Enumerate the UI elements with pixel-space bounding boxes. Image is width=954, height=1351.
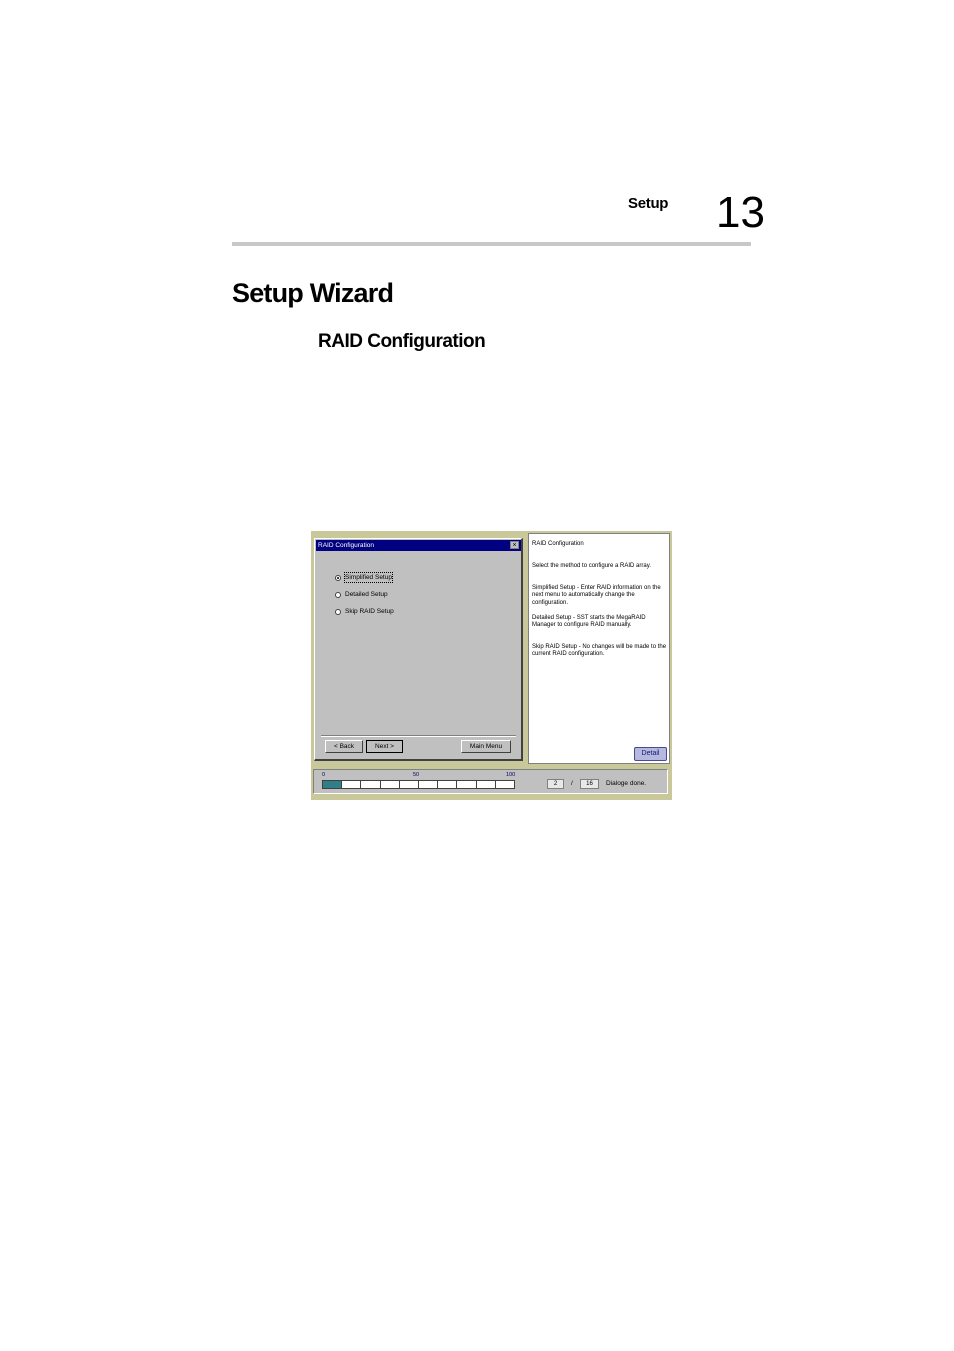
option-label: Detailed Setup xyxy=(345,591,388,598)
help-paragraph: Detailed Setup - SST starts the MegaRAID Manager to configure RAID manually. xyxy=(532,615,646,629)
setup-screenshot xyxy=(311,531,672,800)
back-button[interactable]: < Back xyxy=(325,740,363,753)
progress-segment xyxy=(399,780,419,789)
progress-segment xyxy=(476,780,496,789)
total-steps: 16 xyxy=(580,779,599,789)
radio-checked-icon[interactable] xyxy=(335,575,341,581)
status-text: Dialoge done. xyxy=(606,780,647,787)
radio-unchecked-icon[interactable] xyxy=(335,592,341,598)
chapter-number: 13 xyxy=(716,188,765,237)
section-title: Setup Wizard xyxy=(232,278,394,308)
progress-segment xyxy=(495,780,515,789)
radio-unchecked-icon[interactable] xyxy=(335,609,341,615)
help-title: RAID Configuration xyxy=(532,541,584,547)
next-button[interactable]: Next > xyxy=(366,740,403,753)
progress-segment xyxy=(456,780,476,789)
step-separator: / xyxy=(571,780,573,787)
option-skip-raid-setup[interactable] xyxy=(335,607,394,616)
dialog-title: RAID Configuration xyxy=(318,542,374,549)
tick-label-0: 0 xyxy=(322,772,326,778)
progress-segment xyxy=(322,780,342,789)
tick-label-50: 50 xyxy=(413,772,420,778)
header-rule xyxy=(232,242,751,246)
help-paragraph: Select the method to configure a RAID array. xyxy=(532,563,651,569)
option-label: Skip RAID Setup xyxy=(345,608,394,615)
dialog-titlebar xyxy=(316,540,521,551)
help-paragraph: Skip RAID Setup - No changes will be made to the current RAID configuration. xyxy=(532,644,667,658)
subsection-title: RAID Configuration xyxy=(318,331,486,352)
progress-bar xyxy=(322,780,514,789)
main-menu-button[interactable]: Main Menu xyxy=(461,740,511,753)
help-panel xyxy=(528,533,670,764)
detail-button[interactable]: Detail xyxy=(634,747,667,761)
option-label: Simplified Setup xyxy=(345,574,392,581)
progress-segment xyxy=(341,780,361,789)
option-simplified-setup[interactable] xyxy=(335,573,392,582)
dialog-separator xyxy=(321,735,516,737)
progress-area xyxy=(313,769,668,794)
progress-segment xyxy=(418,780,438,789)
help-paragraph: Simplified Setup - Enter RAID information on the next menu to automatically change the configuration. xyxy=(532,585,661,606)
progress-segment xyxy=(380,780,400,789)
current-step: 2 xyxy=(547,779,564,789)
progress-segment xyxy=(437,780,457,789)
raid-configuration-dialog xyxy=(314,538,523,761)
tick-label-100: 100 xyxy=(506,772,516,778)
close-icon[interactable]: × xyxy=(510,541,519,549)
option-detailed-setup[interactable] xyxy=(335,590,388,599)
chapter-label: Setup xyxy=(628,195,669,212)
progress-segment xyxy=(360,780,380,789)
